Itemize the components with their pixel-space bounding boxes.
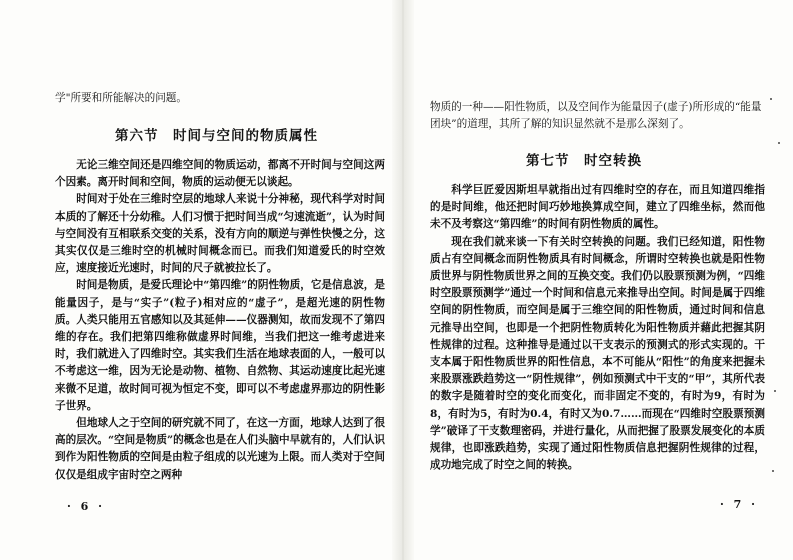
scan-speck — [770, 98, 772, 100]
right-section-title: 第七节 时空转换 — [526, 153, 642, 169]
right-top-fragment: 物质的一种——阳性物质，以及空间作为能量因子(虚子)所形成的“能量团块”的道理，其所了解的知识显然就不是那么深刻了。 — [430, 101, 762, 130]
left-page — [55, 0, 385, 560]
left-paragraph: 但地球人之于空间的研究就不同了，在这一方面，地球人达到了很高的层次。“空间是物质”的概念也是在人们头脑中早就有的，人们认识到作为阳性物质的空间是由粒子组成的以光速为上限。而人类对于空间仅仅是组成宇宙时空之两种 — [55, 417, 385, 481]
right-paragraph: 现在我们就来谈一下有关时空转换的问题。我们已经知道，阳性物质占有空间概念而阴性物质具有时间概念，所谓时空转换也就是阳性物质世界与阴性物质世界之间的互换交变。我们仍以股票预测为例，“四维时空股票预测学”通过一个时间和信息元来推导出空间。时间是属于四维空间的阴性物质，而空间是属于三维空间的阳性物质，通过时间和信息元推导出空间，也即是一个把阴性物质转化为阳性物质并藉此把握其阴性规律的过程。这种推导是通过以干支表示的预测式的形式实现的。干支本属于阳性物质世界的阳性信息，本不可能从“阳性”的角度来把握未来股票涨跌趋势这一“阴性规律”，例如预测式中干支的“甲”，其所代表的数字是随着时空的变化而变化，而非固定不变的，有时为9，有时为8，有时为5，有时为0.4，有时又为0.7……而现在“四维时空股票预测学”破译了干支数理密码，并进行量化，从而把握了股票发展变化的本质规律，也即涨跌趋势，实现了通过阳性物质信息把握阴性规律的过程，成功地完成了时空之间的转换。 — [430, 235, 765, 472]
scan-speck — [772, 470, 774, 472]
right-page — [430, 0, 765, 560]
left-paragraph: 时间是物质，是爱氏理论中“第四维”的阴性物质，它是信息波，是能量因子，是与“实子”(粒子)相对应的“虚子”，是超光速的阴性物质。人类只能用五官感知以及其延伸——仪器测知，故而发现不了第四维的存在。我们把第四维称做虚界时间维，当我们把这一维考虑进来时，我们就进入了四维时空。其实我们生活在地球表面的人，一般可以不考虑这一维，因为无论是动物、植物、自然物、其运动速度比起光速来微不足道，故时间可视为恒定不变，即可以不考虑虚界那边的阴性影子世界。 — [55, 279, 385, 412]
left-paragraph: 时间对于处在三维时空层的地球人来说十分神秘，现代科学对时间本质的了解还十分幼稚。人们习惯于把时间当成“匀速流逝”，认为时间与空间没有互相联系交变的关系，没有方向的顺逆与弹性快慢之分，这其实仅仅是三维时空的机械时间概念而已。而我们知道爱氏的时空效应，速度接近光速时，时间的尺子就被拉长了。 — [55, 193, 385, 275]
right-page-number: · 7 · — [720, 498, 758, 511]
scan-speck — [774, 390, 776, 392]
right-paragraph: 科学巨匠爱因斯坦早就指出过有四维时空的存在，而且知道四维指的是时间维，他还把时间巧妙地换算成空间，建立了四维坐标，然而他未不及考察这“第四维”的时间有阴性物质的属性。 — [430, 184, 765, 231]
left-paragraph: 无论三维空间还是四维空间的物质运动，都离不开时间与空间这两个因素。离开时间和空间，物质的运动便无以谈起。 — [55, 159, 385, 189]
scan-speck — [778, 142, 780, 144]
book-gutter — [392, 0, 414, 560]
left-body-text — [55, 157, 385, 484]
left-page-number: · 6 · — [67, 500, 105, 513]
left-section-title: 第六节 时间与空间的物质属性 — [115, 128, 318, 144]
left-top-fragment: 学"所要和所能解决的问题。 — [55, 92, 187, 104]
right-body-text — [430, 182, 765, 474]
